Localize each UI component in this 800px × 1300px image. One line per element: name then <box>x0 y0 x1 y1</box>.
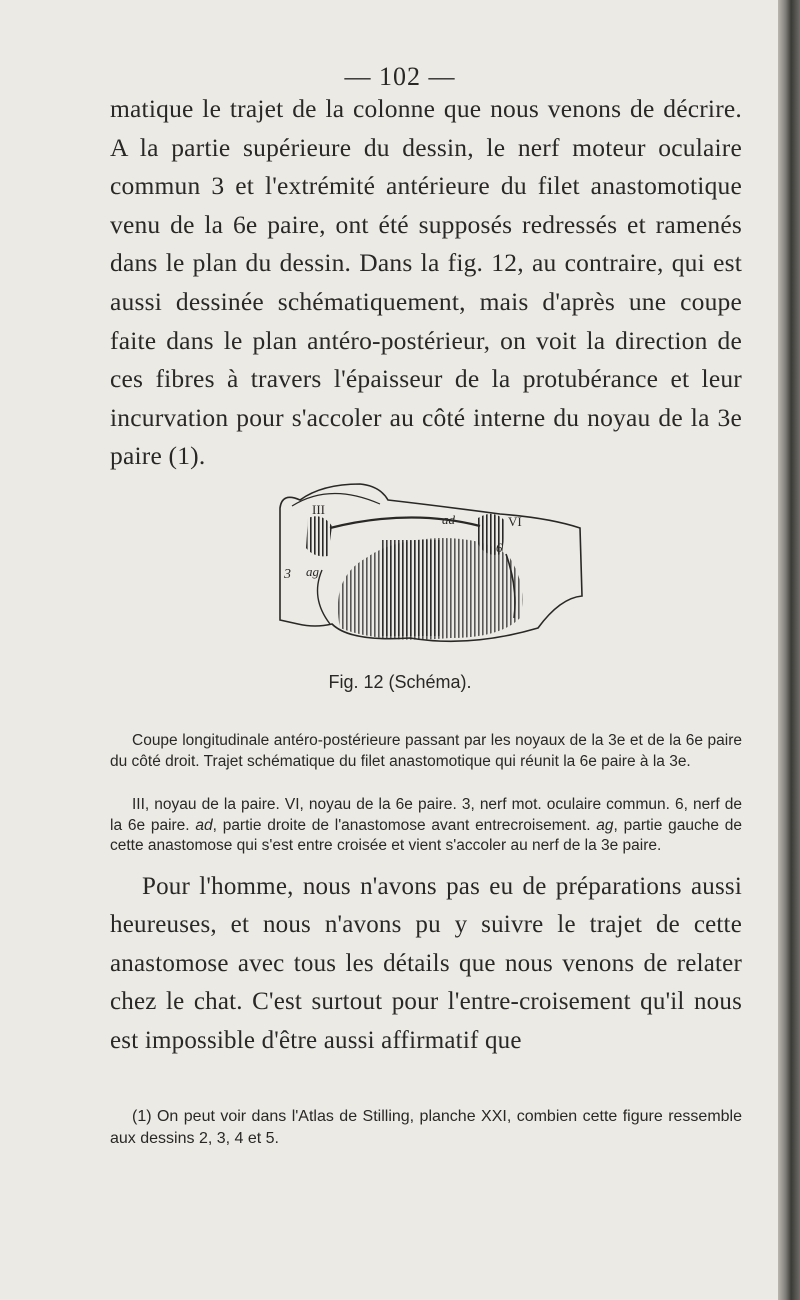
page-edge-shadow <box>778 0 800 1300</box>
figure-caption: Fig. 12 (Schéma). <box>328 672 472 692</box>
label-6: 6 <box>496 540 503 555</box>
legend-text: Coupe longitudinale antéro-postérieure passant par les noyaux de la 3e et de la 6e paire du côté droit. Trajet schématique du filet anastomotique qui réunit la 6e paire à la 3e. <box>110 732 742 770</box>
legend-ad-italic: ad <box>195 816 213 834</box>
schematic-figure <box>270 478 600 668</box>
body-paragraph-1 <box>110 90 742 476</box>
anastomosis-ag <box>318 570 331 624</box>
legend-key-a: III, noyau de la paire. VI, noyau de la 6e paire. 3, nerf mot. oculaire commun. 6, nerf de la 6e paire. <box>110 796 742 834</box>
upper-arc <box>292 493 380 506</box>
legend-key-c: , partie gauche de cette anastomose qui s'est entre croisée et vient s'accoler au nerf de la 3e paire. <box>110 816 742 854</box>
legend-key <box>110 795 742 857</box>
legend-ag-italic: ag <box>596 816 614 834</box>
paragraph-text: matique le trajet de la colonne que nous venons de décrire. A la partie supérieure du dessin, le nerf moteur oculaire commun 3 et l'extrémité antérieure du filet anastomotique venu de la 6e paire, ont été supposés redressés et ramenés dans le plan du dessin. Dans la fig. 12, au contraire, qui est aussi dessinée schématiquement, mais d'après une coupe faite dans le plan antéro-postérieur, on voit la direction de ces fibres à travers l'épaisseur de la protubérance et leur incurvation pour s'accoler au côté interne du noyau de la 3e paire (1). <box>110 94 742 471</box>
paragraph-text: Pour l'homme, nous n'avons pas eu de préparations aussi heureuses, et nous n'avons pu y suivre le trajet de cette anastomose avec tous les détails que nous venons de relater chez le chat. C'est surtout pour l'entre-croisement qu'il nous est impossible d'être aussi affirmatif que <box>110 873 742 1054</box>
legend-key-b: , partie droite de l'anastomose avant entrecroisement. <box>212 816 597 834</box>
nucleus-iii <box>306 516 332 556</box>
label-ag: ag <box>306 564 319 579</box>
label-ad: ad <box>442 512 455 527</box>
label-3: 3 <box>284 567 291 582</box>
page-number: — 102 — <box>344 62 456 91</box>
footnote <box>110 1106 742 1150</box>
nucleus-column <box>380 540 440 636</box>
figure-legend-1 <box>110 731 742 772</box>
body-paragraph-2 <box>110 868 742 1060</box>
anastomosis-ad <box>330 517 480 528</box>
figure-legend-2 <box>110 795 742 857</box>
label-vi: VI <box>508 514 522 529</box>
label-iii: III <box>312 502 325 517</box>
footnote-text: (1) On peut voir dans l'Atlas de Stilling, planche XXI, combien cette figure ressemble aux dessins 2, 3, 4 et 5. <box>110 1108 742 1147</box>
